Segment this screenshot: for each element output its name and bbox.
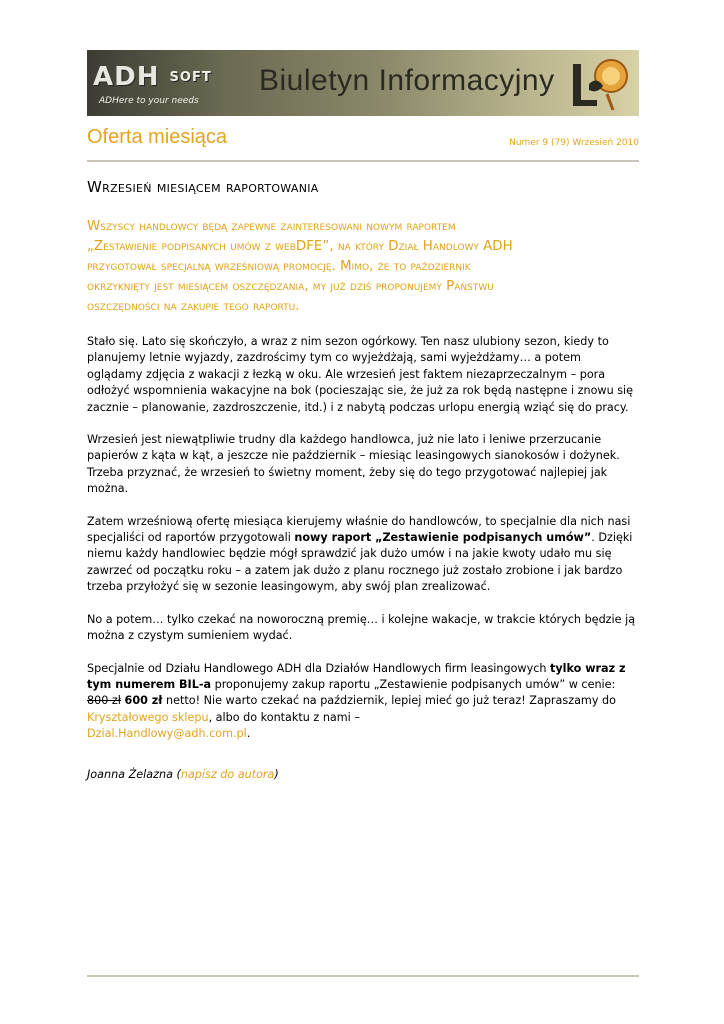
article-title-text: Wrzesień miesiącem raportowania bbox=[87, 178, 319, 196]
lead-line: Wszyscy handlowcy będą zapewne zainteresowani nowym raportem bbox=[87, 219, 456, 234]
bulletin-title: Biuletyn Informacyjny bbox=[259, 64, 555, 97]
logo-soft: SOFT bbox=[169, 70, 212, 85]
paragraph: Zatem wrześniową ofertę miesiąca kierujemy właśnie do handlowców, to specjalnie dla nich nasi specjaliści od raportów przygotowali nowy raport „Zestawienie podpisanych umów”. Dzięki niemu każdy handlowiec będzie mógł sprawdzić jak dużo umów i na jakie kwoty udało mu się zawrzeć od początku roku – a zatem jak dużo z planu rocznego już zostało zrobione i jak bardzo trzeba przyłożyć się w sezonie leasingowym, aby swój plan zrealizować. bbox=[87, 514, 633, 594]
article-body bbox=[87, 334, 639, 799]
article-lead bbox=[87, 217, 639, 317]
contact-author-link[interactable]: napisz do autora bbox=[180, 767, 275, 781]
new-price: 600 zł bbox=[124, 694, 163, 708]
old-price: 800 zł bbox=[87, 694, 121, 708]
paragraph: No a potem… tylko czekać na noworoczną premię… i kolejne wakacje, w trakcie których będzie ją można z czystym sumieniem wydać. bbox=[87, 612, 636, 643]
shop-link[interactable]: Kryształowego sklepu bbox=[87, 710, 209, 724]
paragraph: Specjalnie od Działu Handlowego ADH dla Działów Handlowych firm leasingowych tylko wraz z tym numerem BIL-a proponujemy zakup raportu „Zestawienie podpisanych umów” w cenie: 800 zł 600 zł netto! Nie warto czekać na październik, lepiej mieć go już teraz! Zapraszamy do Kryształowego sklepu, albo do kontaktu z nami – Dzial.Handlowy@adh.com.pl. bbox=[87, 661, 626, 741]
email-link[interactable]: Dzial.Handlowy@adh.com.pl bbox=[87, 727, 247, 741]
author-line: Joanna Żelazna (napisz do autora) bbox=[87, 767, 279, 781]
section-title: Oferta miesiąca bbox=[87, 126, 228, 148]
header-banner bbox=[87, 50, 639, 116]
lead-line: przygotował specjalną wrześniową promocję. Mimo, że to październik bbox=[87, 259, 471, 274]
lead-line: okrzyknięty jest miesiącem oszczędzania, my już dziś proponujemy Państwu bbox=[87, 279, 494, 294]
leo-logo-icon bbox=[567, 54, 631, 112]
issue-info: Numer 9 (79) Wrzesień 2010 bbox=[509, 138, 639, 148]
logo-mark: ADH SOFT bbox=[93, 62, 212, 92]
footer-rule bbox=[87, 975, 639, 977]
article-title bbox=[87, 178, 319, 196]
section-header bbox=[87, 126, 639, 162]
paragraph: Wrzesień jest niewątpliwie trudny dla każdego handlowca, już nie lato i leniwe przerzucanie papierów z kąta w kąt, a jeszcze nie październik – miesiąc leasingowych sianokosów i dożynek. Trzeba przyznać, że wrzesień to świetny moment, żeby się do tego przygotować najlepiej jak można. bbox=[87, 433, 620, 496]
adh-soft-logo[interactable] bbox=[91, 56, 241, 106]
logo-tagline: ADHere to your needs bbox=[99, 96, 199, 106]
lead-line: „Zestawienie podpisanych umów z webDFE”, na który Dział Handlowy ADH bbox=[87, 239, 513, 254]
report-name: nowy raport „Zestawienie podpisanych umów” bbox=[294, 531, 592, 545]
lead-line: oszczędności na zakupie tego raportu. bbox=[87, 299, 300, 314]
paragraph: Stało się. Lato się skończyło, a wraz z nim sezon ogórkowy. Ten nasz ulubiony sezon, kiedy to planujemy letnie wyjazdy, zazdrościmy tym co wyjeżdżają, sami wyjeżdżamy… a potem oglądamy zdjęcia z wakacji z łezką w oku. Ale wrzesień jest faktem niezaprzeczalnym – pora odłożyć wspomnienia wakacyjne na bok (pocieszając sie, że już za rok będą następne i znowu się zacznie – planowanie, zazdroszczenie, itd.) i z nabytą podczas urlopu energią wziąć się do pracy. bbox=[87, 335, 634, 414]
offer-condition: tylko wraz z tym numerem BIL-a bbox=[87, 661, 626, 691]
